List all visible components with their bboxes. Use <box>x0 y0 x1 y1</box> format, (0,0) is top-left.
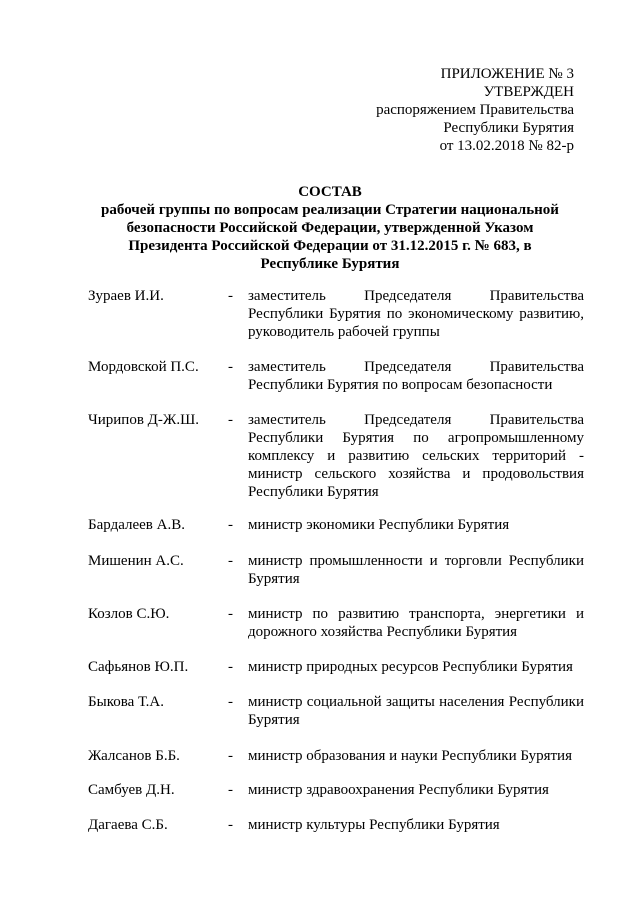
member-role-line: министр культуры Республики Бурятия <box>248 817 500 833</box>
member-role-line: дорожного хозяйства Республики Бурятия <box>248 624 518 640</box>
title-line-2: безопасности Российской Федерации, утвержденной Указом <box>126 220 534 236</box>
member-role-line: министр экономики Республики Бурятия <box>248 517 510 533</box>
member-role-line: заместитель Председателя Правительства <box>248 412 584 428</box>
member-role <box>248 658 584 676</box>
member-dash: - <box>228 517 233 533</box>
member-dash: - <box>228 288 233 304</box>
member-role-line: Бурятия <box>248 712 300 728</box>
member-role-line: министр промышленности и торговли Республики <box>248 553 584 569</box>
member-role-line: Республики Бурятия <box>248 484 379 500</box>
member-role <box>248 781 584 799</box>
member-dash: - <box>228 606 233 622</box>
approval-date: от 13.02.2018 № 82-р <box>439 138 574 154</box>
member-role <box>248 552 584 588</box>
member-role <box>248 411 584 501</box>
member-name: Зураев И.И. <box>88 288 164 304</box>
member-name: Самбуев Д.Н. <box>88 782 175 798</box>
member-name: Дагаева С.Б. <box>88 817 168 833</box>
member-role-line: министр по развитию транспорта, энергетики и <box>248 606 584 622</box>
member-role-line: Бурятия <box>248 571 300 587</box>
member-role-line: заместитель Председателя Правительства <box>248 288 584 304</box>
member-role-line: министр сельского хозяйства и продовольствия <box>248 466 584 482</box>
member-name: Сафьянов Ю.П. <box>88 659 189 675</box>
member-role-line: Республики Бурятия по экономическому развитию, <box>248 306 584 322</box>
title-line-4: Республике Бурятия <box>260 256 400 272</box>
member-role-line: Республики Бурятия по агропромышленному <box>248 430 584 446</box>
document-title <box>80 183 580 273</box>
member-dash: - <box>228 694 233 710</box>
appendix-number: ПРИЛОЖЕНИЕ № 3 <box>440 66 574 82</box>
member-role-line: министр образования и науки Республики Бурятия <box>248 748 572 764</box>
member-dash: - <box>228 782 233 798</box>
member-name: Козлов С.Ю. <box>88 606 170 622</box>
member-role <box>248 816 584 834</box>
member-role <box>248 747 584 765</box>
member-dash: - <box>228 359 233 375</box>
member-name: Бардалеев А.В. <box>88 517 185 533</box>
member-name: Быкова Т.А. <box>88 694 165 710</box>
member-name: Мишенин А.С. <box>88 553 184 569</box>
approved-by-authority: Республики Бурятия <box>443 120 574 136</box>
member-dash: - <box>228 748 233 764</box>
member-role-line: Республики Бурятия по вопросам безопасности <box>248 377 553 393</box>
member-role-line: заместитель Председателя Правительства <box>248 359 584 375</box>
approved-by: распоряжением Правительства <box>376 102 574 118</box>
member-dash: - <box>228 553 233 569</box>
member-name: Чирипов Д-Ж.Ш. <box>88 412 199 428</box>
member-name: Мордовской П.С. <box>88 359 199 375</box>
member-role <box>248 605 584 641</box>
member-role-line: министр здравоохранения Республики Бурятия <box>248 782 549 798</box>
member-role-line: министр социальной защиты населения Республики <box>248 694 584 710</box>
member-role-line: министр природных ресурсов Республики Бурятия <box>248 659 573 675</box>
title-line-3: Президента Российской Федерации от 31.12.2015 г. № 683, в <box>128 238 532 254</box>
approved-label: УТВЕРЖДЕН <box>483 84 574 100</box>
member-name: Жалсанов Б.Б. <box>88 748 180 764</box>
member-role-line: руководитель рабочей группы <box>248 324 440 340</box>
member-dash: - <box>228 817 233 833</box>
member-role <box>248 287 584 341</box>
title-heading: СОСТАВ <box>298 184 362 200</box>
member-role <box>248 693 584 729</box>
title-line-1: рабочей группы по вопросам реализации Стратегии национальной <box>101 202 559 218</box>
member-dash: - <box>228 412 233 428</box>
member-role-line: комплексу и развитию сельских территорий - <box>248 448 584 464</box>
approval-stamp <box>376 65 574 155</box>
member-role <box>248 516 584 534</box>
member-dash: - <box>228 659 233 675</box>
member-role <box>248 358 584 394</box>
